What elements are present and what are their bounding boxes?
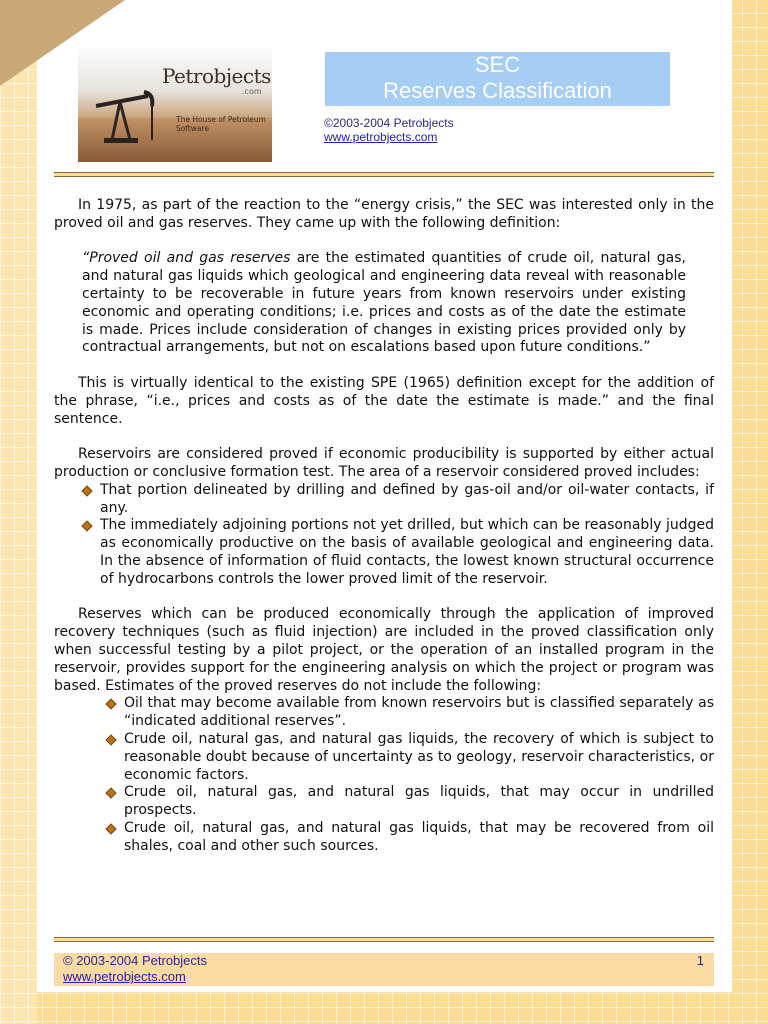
list-item: Crude oil, natural gas, and natural gas liquids, that may be recovered from oil shales, coal and other such sources. bbox=[54, 820, 714, 856]
definition-quote bbox=[82, 250, 686, 357]
pumpjack-icon bbox=[92, 88, 162, 148]
paragraph-proved-reservoirs: Reservoirs are considered proved if economic producibility is supported by either actual production or conclusive formation test. The area of a reservoir considered proved includes: bbox=[54, 446, 714, 480]
excluded-reserves-list bbox=[54, 695, 714, 855]
document-body bbox=[54, 197, 714, 873]
quote-term: “Proved oil and gas reserves bbox=[82, 250, 291, 267]
header-credit bbox=[324, 116, 454, 144]
bullet-icon bbox=[105, 788, 116, 799]
paragraph-intro: In 1975, as part of the reaction to the “energy crisis,” the SEC was interested only in the proved oil and gas reserves. They came up with the following definition: bbox=[54, 197, 714, 231]
footer-credit bbox=[63, 953, 207, 985]
header-copyright: ©2003-2004 Petrobjects bbox=[324, 116, 454, 130]
paragraph-spe-comparison: This is virtually identical to the existing SPE (1965) definition except for the addition of the phrase, “i.e., prices and costs as of the date the estimate is made.” and the final sentence. bbox=[54, 374, 714, 427]
page-number: 1 bbox=[696, 953, 704, 968]
list-item: Oil that may become available from known reservoirs but is classified separately as “indicated additional reserves”. bbox=[54, 695, 714, 731]
list-item: Crude oil, natural gas, and natural gas liquids, the recovery of which is subject to reasonable doubt because of uncertainty as to geology, reservoir characteristics, or economic factors. bbox=[54, 731, 714, 784]
list-item: That portion delineated by drilling and defined by gas-oil and/or oil-water contacts, if any. bbox=[54, 482, 714, 518]
logo-tagline: The House of Petroleum Software bbox=[176, 115, 266, 133]
logo-brand-suffix: .com bbox=[242, 87, 262, 96]
title-line-2: Reserves Classification bbox=[383, 78, 612, 103]
list-item: The immediately adjoining portions not yet drilled, but which can be reasonably judged as economically productive on the basis of available geological and engineering data. In the absence of information of fluid contacts, the lowest known structural occurrence of hydrocarbons controls the lower proved limit of the reservoir. bbox=[54, 517, 714, 588]
bullet-icon bbox=[105, 823, 116, 834]
bullet-icon bbox=[105, 734, 116, 745]
document-title bbox=[325, 52, 670, 106]
bullet-icon bbox=[105, 699, 116, 710]
title-line-1: SEC bbox=[474, 52, 521, 77]
page-footer bbox=[54, 953, 714, 986]
bullet-icon bbox=[81, 521, 92, 532]
document-page bbox=[37, 0, 732, 992]
footer-url-link[interactable]: www.petrobjects.com bbox=[63, 969, 186, 984]
header-url-link[interactable]: www.petrobjects.com bbox=[324, 130, 438, 144]
quote-text: are the estimated quantities of crude oil, natural gas, and natural gas liquids which geological and engineering data reveal with reasonable certainty to be recoverable in future years from known reservoirs under existing economic and operating conditions; i.e. prices and costs as of the date the estimate is made. Prices include consideration of changes in existing prices provided only by contractual arrangements, but not on escalations based upon future conditions.” bbox=[82, 250, 686, 356]
bullet-icon bbox=[81, 485, 92, 496]
left-border bbox=[0, 0, 37, 1024]
top-divider bbox=[54, 172, 714, 177]
paragraph-improved-recovery: Reserves which can be produced economically through the application of improved recovery techniques (such as fluid injection) are included in the proved classification only when successful testing by a pilot project, or the operation of an installed program in the reservoir, provides support for the engineering analysis on which the project or program was based. Estimates of the proved reserves do not include the following: bbox=[54, 606, 714, 694]
corner-fold bbox=[0, 0, 125, 86]
logo-brand: Petrobjects bbox=[162, 64, 271, 88]
footer-copyright: © 2003-2004 Petrobjects bbox=[63, 953, 208, 968]
proved-area-list bbox=[54, 482, 714, 589]
list-item: Crude oil, natural gas, and natural gas liquids, that may occur in undrilled prospects. bbox=[54, 784, 714, 820]
bottom-divider bbox=[54, 937, 714, 942]
